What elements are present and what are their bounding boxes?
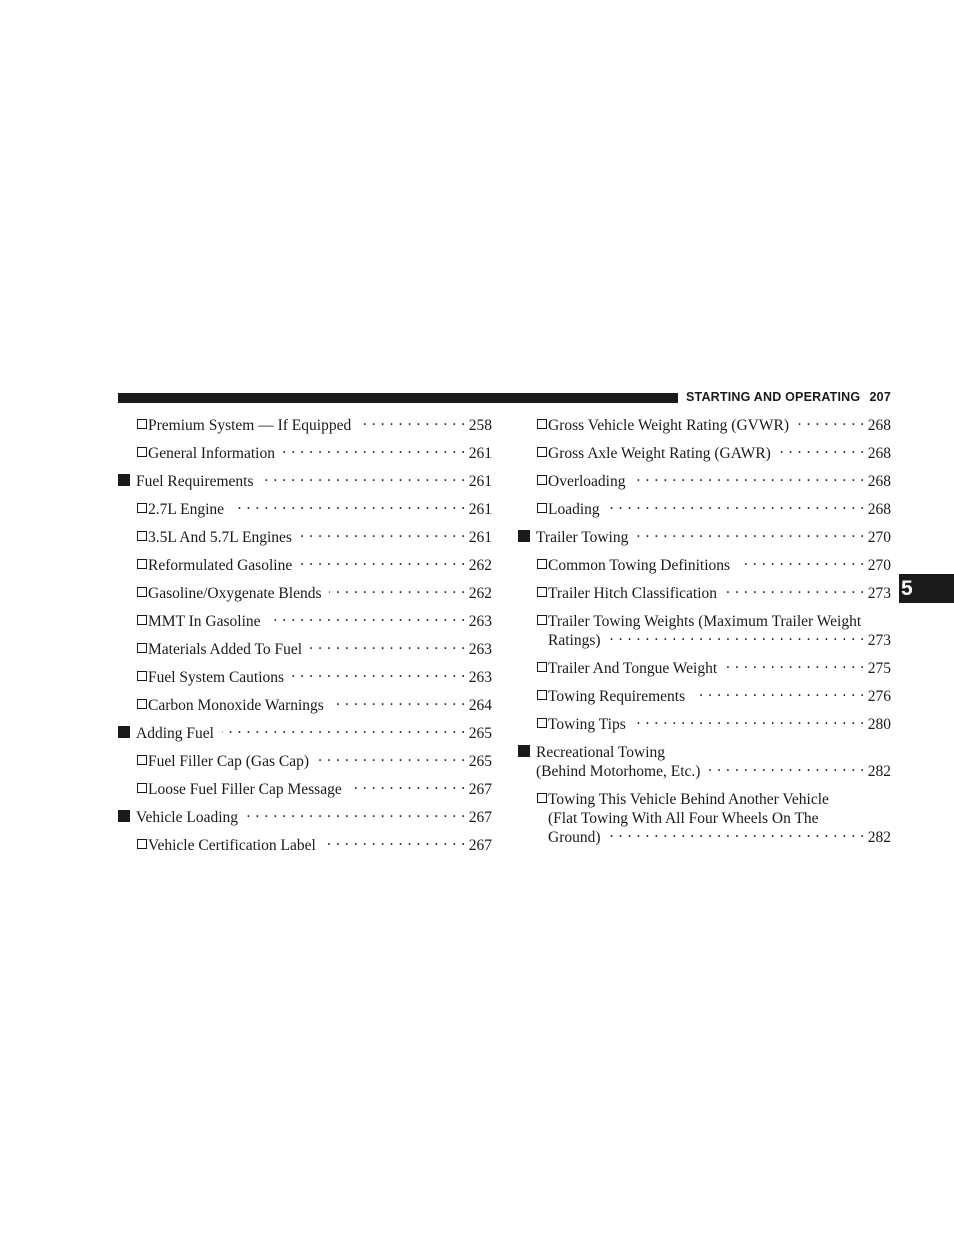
toc-entry-label: Premium System — If Equipped <box>148 417 352 434</box>
toc-entry-text <box>518 743 891 781</box>
dot-leader <box>609 631 865 645</box>
hollow-square-bullet-icon <box>537 612 547 631</box>
toc-entry-wrapped-line: Recreational Towing <box>536 744 666 761</box>
toc-subsection-entry[interactable] <box>518 500 891 519</box>
toc-subsection-entry[interactable] <box>518 715 891 734</box>
toc-entry-line <box>148 556 492 575</box>
toc-entry-line <box>548 500 891 519</box>
toc-entry-text <box>118 836 492 855</box>
toc-entry-page-number: 264 <box>468 697 492 714</box>
toc-entry-wrapped-line: Trailer Towing Weights (Maximum Trailer Weight <box>548 613 862 630</box>
toc-entry-label: 2.7L Engine <box>148 501 225 518</box>
toc-entry-line <box>136 808 492 827</box>
toc-entry-page-number: 270 <box>867 557 891 574</box>
toc-entry-label: Towing Requirements <box>548 688 686 705</box>
toc-entry-page-number: 261 <box>468 445 492 462</box>
toc-entry-line <box>136 472 492 491</box>
toc-entry-page-number: 273 <box>867 585 891 602</box>
toc-entry-label: Fuel System Cautions <box>148 669 285 686</box>
toc-entry-text <box>118 612 492 631</box>
toc-entry-text <box>118 780 492 799</box>
toc-entry-text <box>518 715 891 734</box>
toc-entry-line <box>148 696 492 715</box>
running-header <box>686 390 891 404</box>
toc-subsection-entry[interactable] <box>118 836 492 855</box>
toc-entry-text <box>118 528 492 547</box>
toc-entry-text <box>118 472 492 491</box>
toc-subsection-entry[interactable] <box>118 780 492 799</box>
toc-entry-line <box>148 584 492 603</box>
hollow-square-bullet-icon <box>137 556 147 575</box>
toc-entry-page-number: 280 <box>867 716 891 733</box>
toc-entry-label: General Information <box>148 445 275 462</box>
toc-entry-label: Trailer Towing <box>536 529 629 546</box>
toc-left-column <box>118 416 492 864</box>
toc-entry-line <box>536 762 891 781</box>
toc-section-entry[interactable] <box>518 528 891 547</box>
toc-entry-wrapped-line: (Flat Towing With All Four Wheels On The <box>548 810 819 827</box>
hollow-square-bullet-icon <box>137 584 147 603</box>
dot-leader <box>329 584 465 598</box>
toc-entry-label: 3.5L And 5.7L Engines <box>148 529 292 546</box>
toc-entry-page-number: 268 <box>867 473 891 490</box>
toc-subsection-entry[interactable] <box>118 612 492 631</box>
toc-subsection-entry[interactable] <box>518 416 891 435</box>
toc-entry-line <box>148 752 492 771</box>
toc-entry-page-number: 282 <box>867 829 891 846</box>
toc-entry-page-number: 261 <box>468 473 492 490</box>
toc-subsection-entry[interactable] <box>518 556 891 575</box>
toc-entry-line <box>536 528 891 547</box>
toc-subsection-entry[interactable] <box>118 500 492 519</box>
toc-entry-page-number: 270 <box>867 529 891 546</box>
dot-leader <box>608 500 865 514</box>
toc-entry-page-number: 262 <box>468 585 492 602</box>
toc-section-entry[interactable] <box>118 472 492 491</box>
toc-entry-page-number: 261 <box>468 501 492 518</box>
filled-square-bullet-icon <box>518 528 530 547</box>
toc-entry-line <box>548 584 891 603</box>
toc-entry-label: Ground) <box>548 829 601 846</box>
dot-leader <box>269 612 466 626</box>
toc-subsection-entry[interactable] <box>118 584 492 603</box>
toc-entry-line <box>148 780 492 799</box>
toc-entry-page-number: 267 <box>468 837 492 854</box>
toc-entry-text <box>518 500 891 519</box>
hollow-square-bullet-icon <box>537 584 547 603</box>
page-number: 207 <box>869 390 891 404</box>
dot-leader <box>222 724 466 738</box>
toc-entry-label: Vehicle Loading <box>136 809 239 826</box>
toc-subsection-entry[interactable] <box>518 444 891 463</box>
dot-leader <box>350 780 466 794</box>
toc-entry-page-number: 268 <box>867 445 891 462</box>
toc-entry-label: Carbon Monoxide Warnings <box>148 697 324 714</box>
toc-entry-line <box>548 631 891 650</box>
toc-subsection-entry[interactable] <box>518 612 891 650</box>
toc-entry-text <box>518 556 891 575</box>
toc-entry-text <box>118 416 492 435</box>
dot-leader <box>300 528 466 542</box>
hollow-square-bullet-icon <box>137 528 147 547</box>
toc-entry-label: (Behind Motorhome, Etc.) <box>536 763 701 780</box>
toc-entry-wrapped-line: Towing This Vehicle Behind Another Vehicle <box>548 791 829 808</box>
filled-square-bullet-icon <box>118 724 130 743</box>
toc-entry-text <box>118 752 492 771</box>
toc-entry-label: Fuel Filler Cap (Gas Cap) <box>148 753 310 770</box>
dot-leader <box>359 416 466 430</box>
toc-entry-label: Common Towing Definitions <box>548 557 731 574</box>
toc-section-entry[interactable] <box>118 724 492 743</box>
hollow-square-bullet-icon <box>137 444 147 463</box>
dot-leader <box>324 836 466 850</box>
toc-entry-label: Towing Tips <box>548 716 626 733</box>
toc-entry-text <box>518 612 891 650</box>
toc-entry-line <box>548 715 891 734</box>
toc-entry-text <box>118 668 492 687</box>
toc-entry-label: Gross Axle Weight Rating (GAWR) <box>548 445 771 462</box>
toc-entry-page-number: 263 <box>468 641 492 658</box>
toc-entry-line <box>136 724 492 743</box>
dot-leader <box>332 696 466 710</box>
toc-entry-page-number: 268 <box>867 501 891 518</box>
dot-leader <box>300 556 466 570</box>
toc-entry-text <box>118 584 492 603</box>
toc-section-entry[interactable] <box>118 808 492 827</box>
filled-square-bullet-icon <box>118 808 130 827</box>
toc-entry-page-number: 261 <box>468 529 492 546</box>
dot-leader <box>633 472 864 486</box>
section-title: STARTING AND OPERATING <box>686 390 861 404</box>
hollow-square-bullet-icon <box>137 780 147 799</box>
toc-entry-label: Fuel Requirements <box>136 473 254 490</box>
toc-entry-line <box>548 687 891 706</box>
toc-entry-page-number: 268 <box>867 417 891 434</box>
toc-entry-line <box>148 444 492 463</box>
dot-leader <box>292 668 466 682</box>
toc-right-column <box>518 416 891 856</box>
toc-entry-text <box>518 584 891 603</box>
toc-entry-line <box>148 640 492 659</box>
toc-entry-line <box>548 556 891 575</box>
toc-entry-text <box>518 687 891 706</box>
toc-entry-text <box>518 659 891 678</box>
hollow-square-bullet-icon <box>537 790 547 809</box>
toc-entry-text <box>118 556 492 575</box>
toc-entry-text <box>118 724 492 743</box>
toc-entry-page-number: 262 <box>468 557 492 574</box>
hollow-square-bullet-icon <box>137 500 147 519</box>
dot-leader <box>725 584 865 598</box>
toc-entry-page-number: 275 <box>867 660 891 677</box>
toc-entry-label: Loose Fuel Filler Cap Message <box>148 781 342 798</box>
toc-entry-text <box>118 696 492 715</box>
hollow-square-bullet-icon <box>137 668 147 687</box>
toc-entry-label: Reformulated Gasoline <box>148 557 293 574</box>
toc-entry-text <box>518 790 891 847</box>
toc-entry-line <box>148 836 492 855</box>
hollow-square-bullet-icon <box>537 416 547 435</box>
toc-section-entry[interactable] <box>518 743 891 781</box>
toc-entry-page-number: 258 <box>468 417 492 434</box>
dot-leader <box>310 640 466 654</box>
toc-entry-label: Vehicle Certification Label <box>148 837 316 854</box>
toc-entry-text <box>118 444 492 463</box>
toc-entry-label: Loading <box>548 501 600 518</box>
toc-entry-line <box>148 416 492 435</box>
hollow-square-bullet-icon <box>137 836 147 855</box>
dot-leader <box>317 752 466 766</box>
hollow-square-bullet-icon <box>137 416 147 435</box>
hollow-square-bullet-icon <box>537 444 547 463</box>
toc-entry-label: Ratings) <box>548 632 601 649</box>
toc-subsection-entry[interactable] <box>118 444 492 463</box>
toc-entry-page-number: 273 <box>867 632 891 649</box>
toc-entry-line <box>148 528 492 547</box>
toc-subsection-entry[interactable] <box>118 416 492 435</box>
toc-subsection-entry[interactable] <box>118 528 492 547</box>
toc-entry-label: Gasoline/Oxygenate Blends <box>148 585 322 602</box>
dot-leader <box>283 444 466 458</box>
hollow-square-bullet-icon <box>537 687 547 706</box>
toc-entry-page-number: 267 <box>468 809 492 826</box>
toc-subsection-entry[interactable] <box>518 472 891 491</box>
toc-entry-label: Trailer And Tongue Weight <box>548 660 718 677</box>
toc-entry-label: Adding Fuel <box>136 725 214 742</box>
toc-entry-text <box>518 416 891 435</box>
toc-subsection-entry[interactable] <box>518 790 891 847</box>
toc-entry-text <box>518 528 891 547</box>
header-rule <box>118 393 678 403</box>
toc-entry-page-number: 265 <box>468 753 492 770</box>
hollow-square-bullet-icon <box>537 659 547 678</box>
dot-leader <box>246 808 466 822</box>
filled-square-bullet-icon <box>518 743 530 762</box>
toc-entry-label: Gross Vehicle Weight Rating (GVWR) <box>548 417 789 434</box>
toc-entry-page-number: 263 <box>468 613 492 630</box>
toc-entry-line <box>148 612 492 631</box>
toc-entry-text <box>118 808 492 827</box>
toc-entry-page-number: 267 <box>468 781 492 798</box>
dot-leader <box>725 659 865 673</box>
toc-subsection-entry[interactable] <box>518 584 891 603</box>
toc-entry-line <box>548 659 891 678</box>
toc-subsection-entry[interactable] <box>518 659 891 678</box>
hollow-square-bullet-icon <box>537 472 547 491</box>
toc-entry-label: Materials Added To Fuel <box>148 641 303 658</box>
toc-subsection-entry[interactable] <box>118 668 492 687</box>
toc-subsection-entry[interactable] <box>118 556 492 575</box>
toc-subsection-entry[interactable] <box>518 687 891 706</box>
dot-leader <box>232 500 466 514</box>
toc-entry-line <box>148 500 492 519</box>
toc-entry-text <box>518 444 891 463</box>
filled-square-bullet-icon <box>118 472 130 491</box>
toc-entry-text <box>518 472 891 491</box>
toc-entry-page-number: 263 <box>468 669 492 686</box>
toc-entry-line <box>548 416 891 435</box>
hollow-square-bullet-icon <box>137 752 147 771</box>
dot-leader <box>708 762 864 776</box>
toc-entry-label: Overloading <box>548 473 626 490</box>
hollow-square-bullet-icon <box>537 715 547 734</box>
hollow-square-bullet-icon <box>537 500 547 519</box>
hollow-square-bullet-icon <box>137 612 147 631</box>
toc-entry-label: MMT In Gasoline <box>148 613 261 630</box>
toc-entry-page-number: 282 <box>867 763 891 780</box>
dot-leader <box>797 416 865 430</box>
dot-leader <box>634 715 865 729</box>
dot-leader <box>262 472 466 486</box>
chapter-tab: 5 <box>899 574 954 603</box>
toc-subsection-entry[interactable] <box>118 640 492 659</box>
hollow-square-bullet-icon <box>537 556 547 575</box>
hollow-square-bullet-icon <box>137 696 147 715</box>
dot-leader <box>738 556 865 570</box>
toc-entry-text <box>118 500 492 519</box>
dot-leader <box>609 828 865 842</box>
toc-subsection-entry[interactable] <box>118 752 492 771</box>
toc-subsection-entry[interactable] <box>118 696 492 715</box>
toc-entry-line <box>148 668 492 687</box>
toc-entry-line <box>548 472 891 491</box>
toc-entry-line <box>548 444 891 463</box>
toc-entry-page-number: 265 <box>468 725 492 742</box>
hollow-square-bullet-icon <box>137 640 147 659</box>
toc-entry-line <box>548 828 891 847</box>
dot-leader <box>779 444 865 458</box>
toc-entry-text <box>118 640 492 659</box>
dot-leader <box>693 687 865 701</box>
toc-entry-label: Trailer Hitch Classification <box>548 585 718 602</box>
dot-leader <box>636 528 864 542</box>
toc-entry-page-number: 276 <box>867 688 891 705</box>
